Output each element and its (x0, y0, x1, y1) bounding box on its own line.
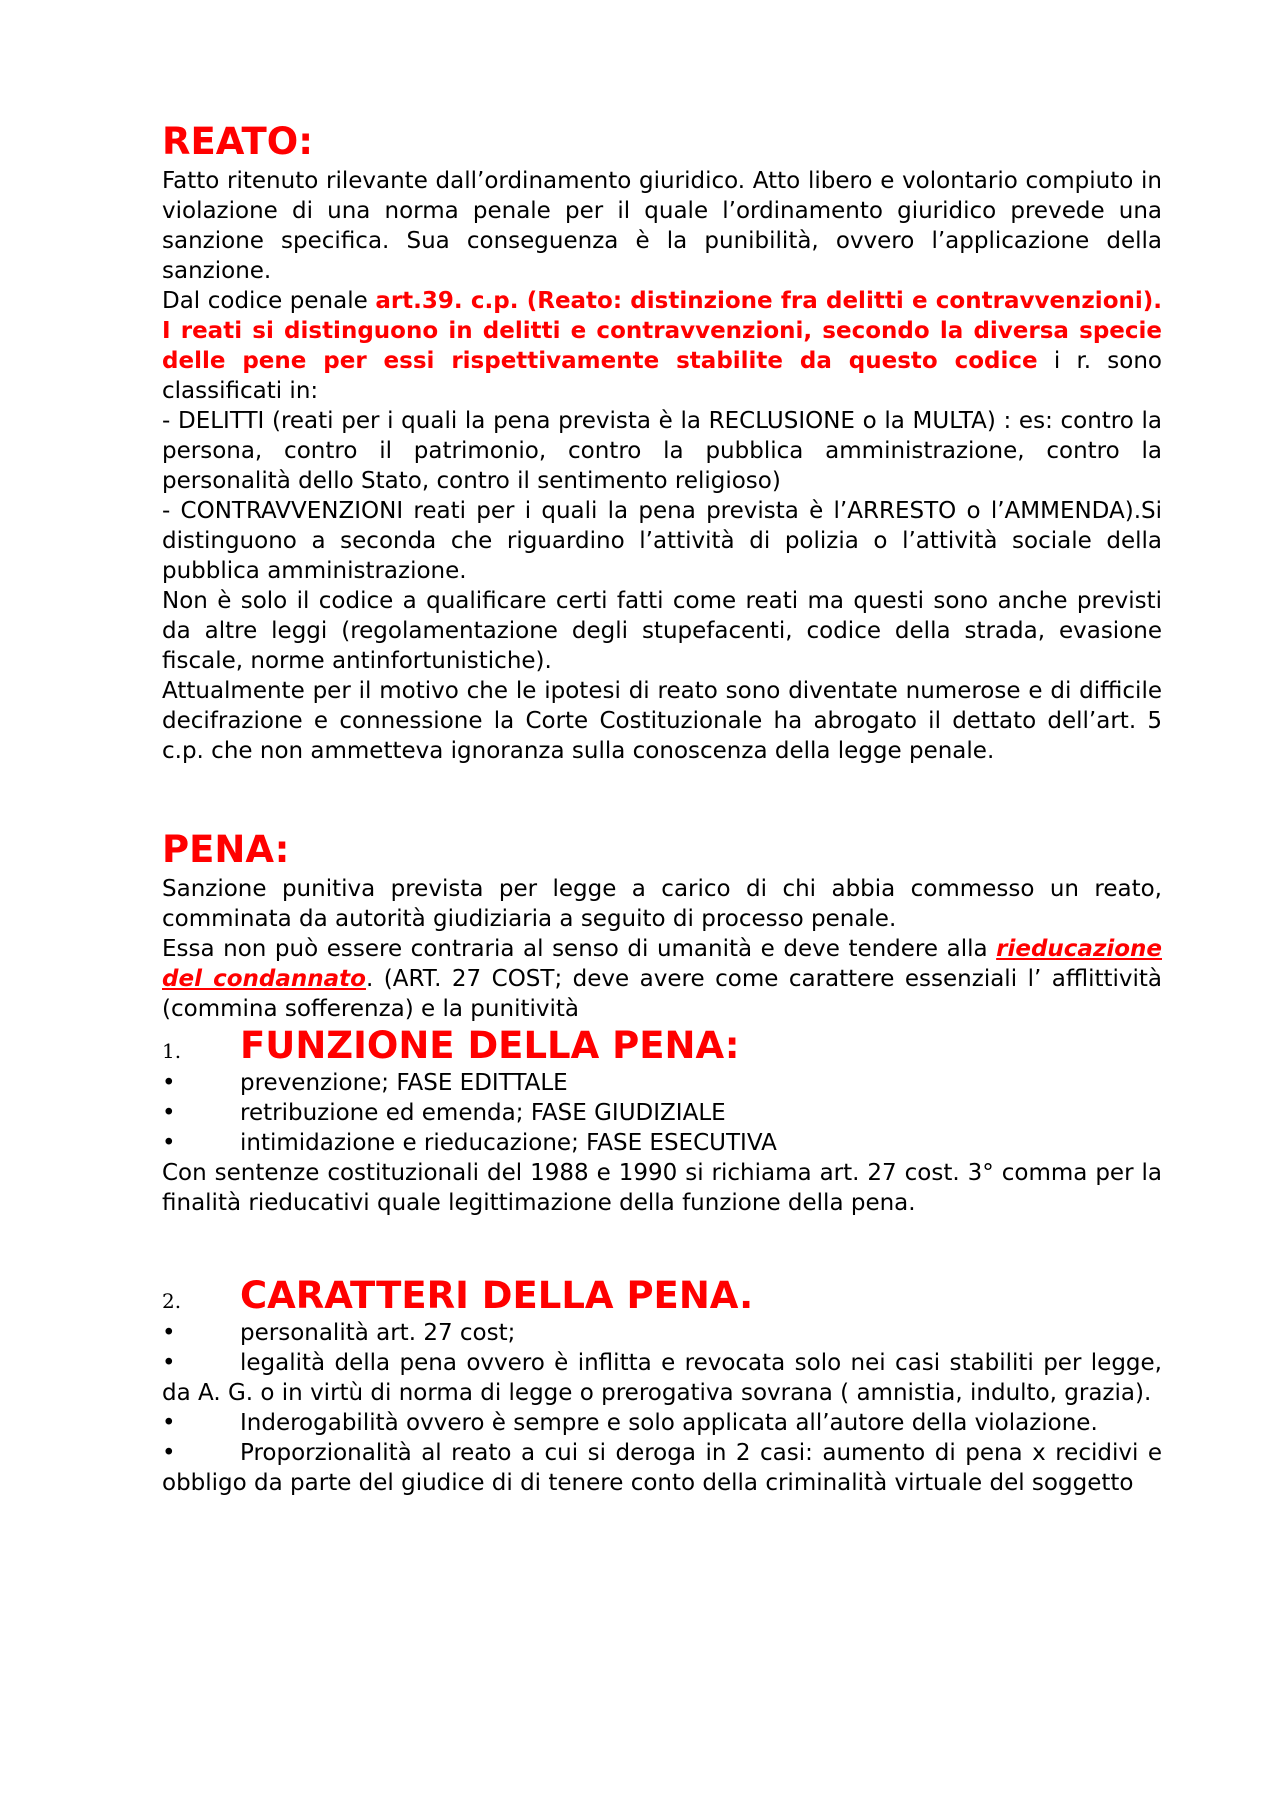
bullet-text: legalità della pena ovvero è inflitta e revocata solo nei casi stabiliti per legge, da A. G. o in virtù di norma di legge o prerogativa sovrana ( amnistia, indulto, grazia). (162, 1350, 1162, 1406)
bullet-icon: • (162, 1320, 176, 1346)
reato-heading: REATO: (162, 120, 314, 163)
list-item (162, 1128, 1162, 1158)
list-item (162, 1438, 1162, 1498)
list-item (162, 1098, 1162, 1128)
bullet-text: Proporzionalità al reato a cui si deroga in 2 casi: aumento di pena x recidivi e obbligo da parte del giudice di di tenere conto della criminalità virtuale del soggetto (162, 1440, 1162, 1496)
contravvenzioni-paragraph: - CONTRAVVENZIONI reati per i quali la pena prevista è l’ARRESTO o l’AMMENDA).Si distinguono a seconda che riguardino l’attività di polizia o l’attività sociale della pubblica amministrazione. (162, 498, 1162, 584)
pena-umanita-suffix: . (ART. 27 COST; deve avere come carattere essenziali l’ afflittività (commina sofferenza) e la punitività (162, 966, 1163, 1022)
list-item (162, 1408, 1162, 1438)
document-page (162, 118, 1162, 1498)
list-item (162, 1068, 1162, 1098)
reato-codice-paragraph (162, 286, 1162, 406)
bullet-icon: • (162, 1100, 176, 1126)
funzione-heading-row (162, 1024, 1162, 1068)
altre-leggi-paragraph: Non è solo il codice a qualificare certi fatti come reati ma questi sono anche previsti da altre leggi (regolamentazione degli stupefacenti, codice della strada, evasione fiscale, norme antinfortunistiche). (162, 588, 1162, 674)
caratteri-heading: CARATTERI DELLA PENA. (240, 1274, 754, 1317)
pena-umanita-prefix: Essa non può essere contraria al senso di umanità e deve tendere alla (162, 936, 997, 962)
art39-quote: art.39. c.p. (Reato: distinzione fra delitti e contravvenzioni). I reati si distinguono in delitti e contravvenzioni, secondo la diversa specie delle pene per essi rispettivamente stabilite da questo codice (162, 288, 1162, 374)
rieducazione-link[interactable]: rieducazione del condannato (162, 936, 1162, 992)
spacer (162, 766, 1162, 826)
reato-codice-prefix: Dal codice penale (162, 288, 376, 314)
corte-costituzionale-paragraph: Attualmente per il motivo che le ipotesi di reato sono diventate numerose e di difficile decifrazione e connessione la Corte Costituzionale ha abrogato il dettato dell’art. 5 c.p. che non ammetteva ignoranza sulla conoscenza della legge penale. (162, 678, 1162, 764)
pena-umanita-paragraph (162, 934, 1162, 1024)
bullet-text: prevenzione; FASE EDITTALE (240, 1070, 568, 1096)
pena-definition: Sanzione punitiva prevista per legge a carico di chi abbia commesso un reato, comminata da autorità giudiziaria a seguito di processo penale. (162, 876, 1162, 932)
bullet-text: Inderogabilità ovvero è sempre e solo applicata all’autore della violazione. (240, 1410, 1098, 1436)
caratteri-number: 2. (162, 1289, 182, 1313)
delitti-paragraph: - DELITTI (reati per i quali la pena prevista è la RECLUSIONE o la MULTA) : es: contro la persona, contro il patrimonio, contro la pubblica amministrazione, contro la personalità dello Stato, contro il sentimento religioso) (162, 408, 1162, 494)
bullet-icon: • (162, 1130, 176, 1156)
bullet-text: personalità art. 27 cost; (240, 1320, 516, 1346)
bullet-icon: • (162, 1350, 176, 1376)
bullet-text: retribuzione ed emenda; FASE GIUDIZIALE (240, 1100, 726, 1126)
bullet-icon: • (162, 1440, 176, 1466)
list-item (162, 1348, 1162, 1408)
reato-definition: Fatto ritenuto rilevante dall’ordinamento giuridico. Atto libero e volontario compiuto in violazione di una norma penale per il quale l’ordinamento giuridico prevede una sanzione specifica. Sua conseguenza è la punibilità, ovvero l’applicazione della sanzione. (162, 168, 1162, 284)
bullet-text: intimidazione e rieducazione; FASE ESECUTIVA (240, 1130, 777, 1156)
bullet-icon: • (162, 1410, 176, 1436)
funzione-heading: FUNZIONE DELLA PENA: (240, 1024, 740, 1067)
sentenze-paragraph: Con sentenze costituzionali del 1988 e 1990 si richiama art. 27 cost. 3° comma per la finalità rieducativi quale legittimazione della funzione della pena. (162, 1160, 1162, 1216)
bullet-icon: • (162, 1070, 176, 1096)
list-item (162, 1318, 1162, 1348)
reato-codice-suffix: i r. sono classificati in: (162, 348, 1163, 404)
spacer (162, 1218, 1162, 1274)
pena-heading: PENA: (162, 828, 290, 871)
caratteri-heading-row (162, 1274, 1162, 1318)
funzione-number: 1. (162, 1039, 182, 1063)
